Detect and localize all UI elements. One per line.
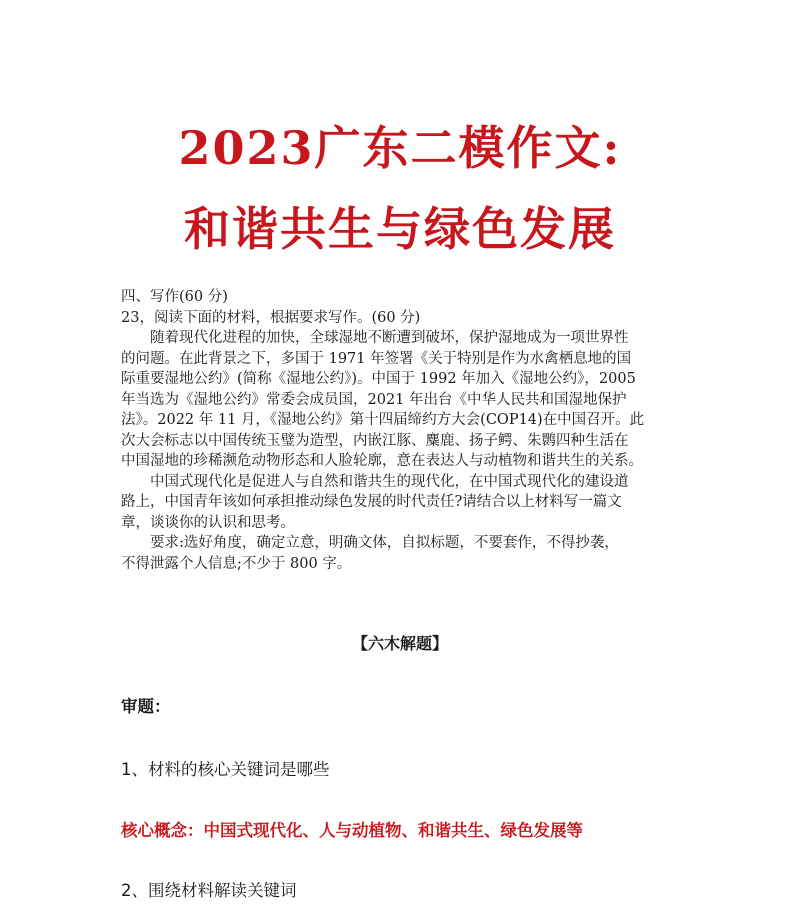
title-line-2: 和谐共生与绿色发展 <box>184 202 616 256</box>
section-label: 四、写作(60 分) <box>121 289 228 305</box>
question-2: 2、围绕材料解读关键词 <box>121 881 297 900</box>
question-1: 1、材料的核心关键词是哪些 <box>121 760 330 779</box>
core-concepts: 核心概念：中国式现代化、人与动植物、和谐共生、绿色发展等 <box>121 821 583 840</box>
task-line: 路上，中国青年该如何承担推动绿色发展的时代责任?请结合以上材料写一篇文 <box>121 494 622 510</box>
task-line: 中国式现代化是促进人与自然和谐共生的现代化，在中国式现代化的建设道 <box>150 473 629 490</box>
title-line-1: 2023广东二模作文: <box>178 121 622 175</box>
question-block <box>121 287 686 574</box>
requirement-line: 不得泄露个人信息;不少于 800 字。 <box>121 555 352 572</box>
material-line: 随着现代化进程的加快，全球湿地不断遭到破坏，保护湿地成为一项世界性 <box>150 330 629 346</box>
prompt-line: 23，阅读下面的材料，根据要求写作。(60 分) <box>121 309 421 326</box>
analysis-heading: 【六木解题】 <box>351 634 448 653</box>
requirement-line: 要求:选好角度，确定立意，明确文体，自拟标题，不要套作，不得抄袭， <box>150 535 619 551</box>
material-line: 年当选为《湿地公约》常委会成员国，2021 年出台《中华人民共和国湿地保护 <box>121 391 627 408</box>
material-line: 际重要湿地公约》(简称《湿地公约》)。中国于 1992 年加入《湿地公约》，2005 <box>121 371 636 387</box>
material-line: 的问题。在此背景之下，多国于 1971 年签署《关于特别是作为水禽栖息地的国 <box>121 350 632 367</box>
material-line: 中国湿地的珍稀濒危动物形态和人脸轮廓，意在表达人与动植物和谐共生的关系。 <box>121 453 643 469</box>
material-line: 法》。2022 年 11 月，《湿地公约》第十四届缔约方大会(COP14)在中国召开。此 <box>121 412 645 428</box>
shenti-label: 审题： <box>121 697 171 716</box>
task-line: 章，谈谈你的认识和思考。 <box>121 514 295 531</box>
material-line: 次大会标志以中国传统玉璧为造型，内嵌江豚、麋鹿、扬子鳄、朱鹮四种生活在 <box>121 432 629 449</box>
